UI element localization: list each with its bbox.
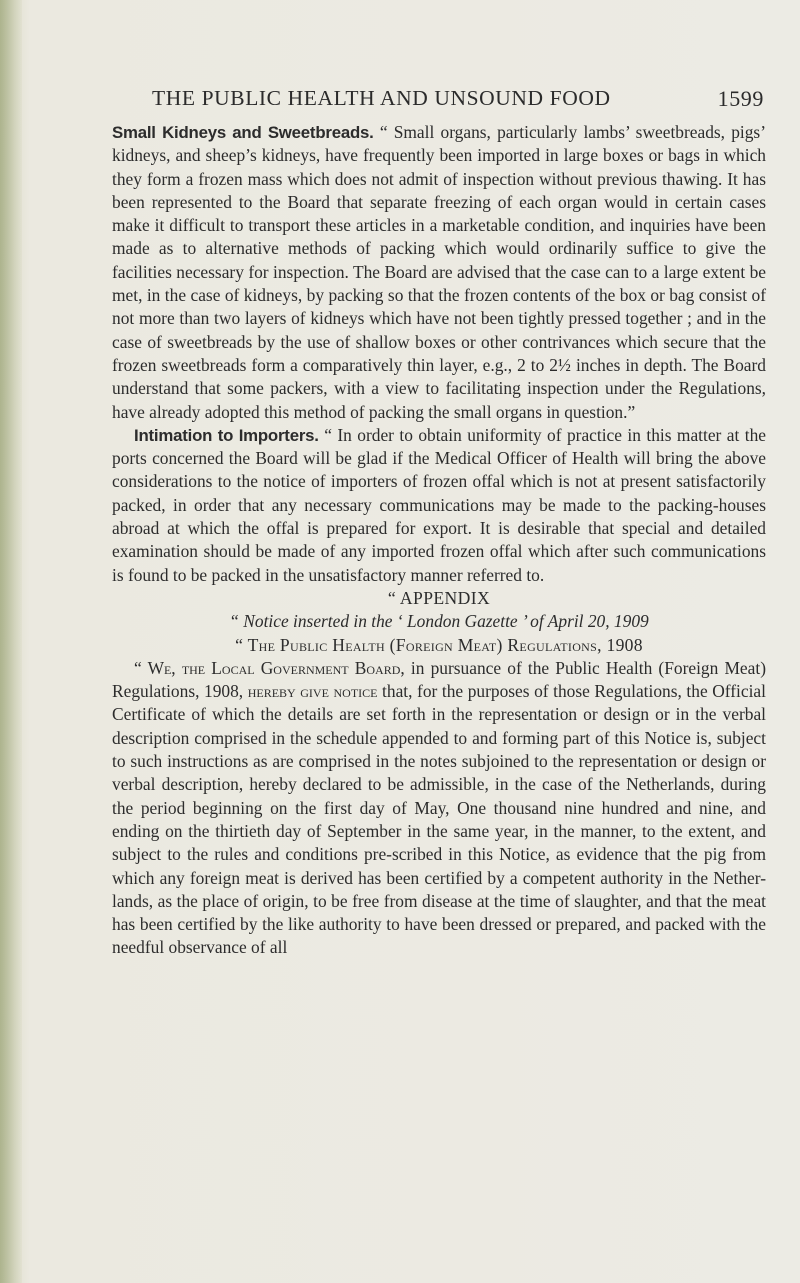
gazette-notice-line: “ Notice inserted in the ‘ London Gazette ’ of April 20, 1909 <box>229 611 649 632</box>
body-text <box>112 121 766 960</box>
appendix-body-paragraph <box>112 657 766 960</box>
appendix-opening-smallcaps: “ We, the Local Government Board, <box>134 657 405 678</box>
appendix-title: “ APPENDIX <box>387 587 491 608</box>
paragraph-text-intimation: “ In order to obtain uniformity of practice in this matter at the ports concerned the Board will be glad if the Medical Officer of Health will bring the above considerations to the notice of importers of frozen offal which is not at present satisfactorily packed, in order that any necessary communications may be made to the packing-houses abroad at which the offal is prepared for export. It is desirable that special and detailed examination should be made of any imported frozen offal which after such communications is found to be packed in the unsatisfactory manner referred to. <box>112 424 766 585</box>
appendix-opening-rest: in pursuance of the Public Health (Foreign Meat) Regulations, 1908, <box>112 657 766 702</box>
regulations-title: “ The Public Health (Foreign Meat) Regulations, 1908 <box>235 634 643 655</box>
appendix-body-text: that, for the purposes of those Regulations, the Official Certificate of which the details are set forth in the representation or design or in the verbal description comprised in the schedule appended to and forming part of this Notice is, subject to such instructions as are comprised in the notes subjoined to the representation or design or verbal description, hereby declared to be admissible, in the case of the Netherlands, during the period beginning on the first day of May, One thousand nine hundred and nine, and ending on the thirtieth day of September in the same year, in the manner, to the extent, and subject to the rules and conditions pre-scribed in this Notice, as evidence that the pig from which any foreign meat is derived has been certified by a competent authority in the Nether-lands, as the place of origin, to be free from disease at the time of slaughter, and that the meat has been certified by the like authority to have been dressed or prepared, and packed with the needful observance of all <box>112 681 766 958</box>
running-head-title: THE PUBLIC HEALTH AND UNSOUND FOOD <box>152 86 611 110</box>
section-heading-small-kidneys: Small Kidneys and Sweetbreads. <box>112 123 374 142</box>
paragraph-text-small-kidneys: “ Small organs, particularly lambs’ sweetbreads, pigs’ kidneys, and sheep’s kidneys, have frequently been imported in large boxes or bags in which they form a frozen mass which does not admit of inspection without previous thawing. It has been represented to the Board that separate freezing of each organ would in certain cases make it difficult to transport these articles in a marketable condition, and inquiries have been made as to alternative methods of packing which would ordinarily suffice to give the facilities necessary for inspection. The Board are advised that the case can to a large extent be met, in the case of kidneys, by packing so that the frozen contents of the box or bag consist of not more than two layers of kidneys which have not been tightly pressed together ; and in the case of sweetbreads by the use of shallow boxes or other contrivances which secure that the frozen sweetbreads form a comparatively thin layer, e.g., 2 to 2½ inches in depth. The Board understand that some packers, with a view to facilitating inspection under the Regulations, have already adopted this method of packing the small organs in question.” <box>112 122 766 422</box>
paragraph-intimation <box>112 424 766 587</box>
page-number: 1599 <box>717 86 764 111</box>
paragraph-small-kidneys <box>112 121 766 424</box>
page-gutter-shadow <box>0 0 22 1283</box>
appendix-hereby-smallcaps: hereby give notice <box>243 681 378 702</box>
running-head <box>152 86 764 114</box>
section-heading-intimation: Intimation to Importers. <box>134 425 319 445</box>
